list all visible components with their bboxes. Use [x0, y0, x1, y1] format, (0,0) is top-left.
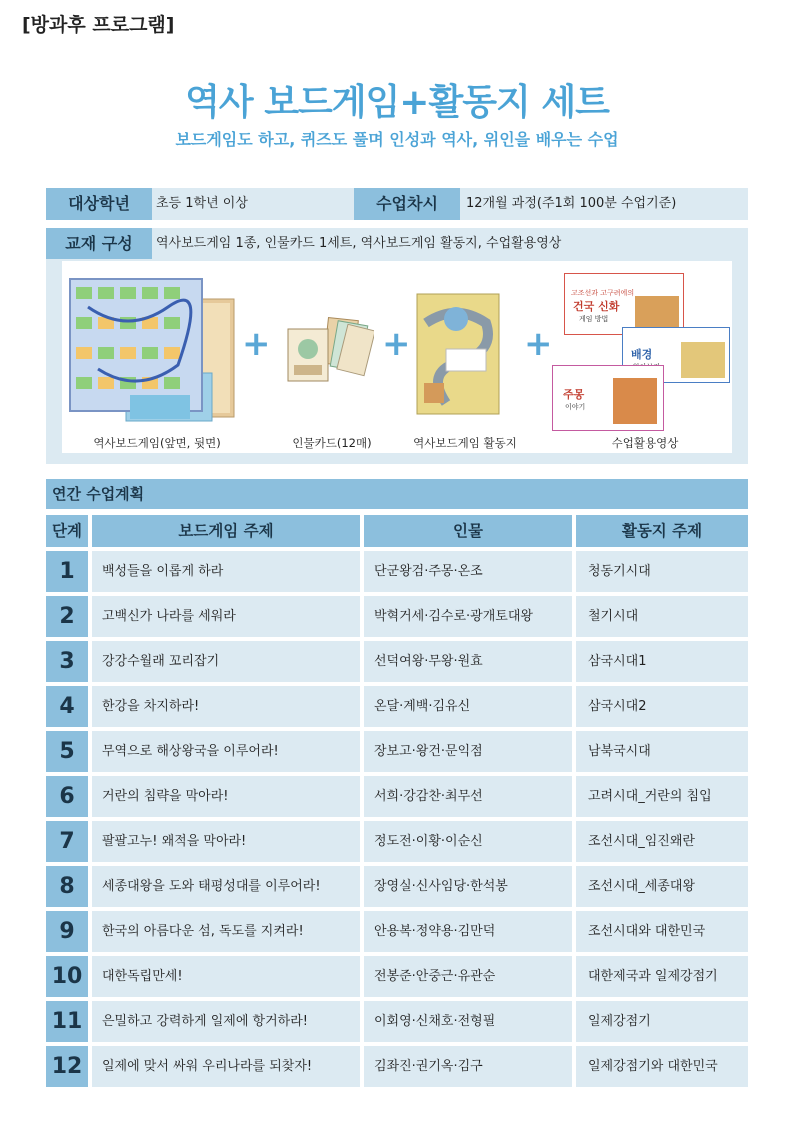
- activity-cell: 조선시대_임진왜란: [576, 821, 748, 862]
- header-topic: 보드게임 주제: [92, 515, 360, 547]
- people-cell: 이회영·신채호·전형필: [364, 1001, 572, 1042]
- activity-cell: 청동기시대: [576, 551, 748, 592]
- video-thumb-1-main: 건국 신화: [573, 300, 620, 313]
- video-thumb-1-sub: 게임 방법: [579, 315, 609, 323]
- step-number: 10: [46, 956, 88, 997]
- page-subtitle: 보드게임도 하고, 퀴즈도 풀며 인성과 역사, 위인을 배우는 수업: [175, 130, 619, 149]
- table-row: [46, 596, 748, 637]
- topic-cell: 강강수월래 꼬리잡기: [92, 641, 360, 682]
- video-thumb-3-sub: 이야기: [565, 403, 586, 411]
- activity-cell: 고려시대_거란의 침입: [576, 776, 748, 817]
- info-row-materials: [46, 228, 748, 260]
- topic-cell: 은밀하고 강력하게 일제에 항거하라!: [92, 1001, 360, 1042]
- table-row: [46, 731, 748, 772]
- topic-cell: 한강을 차지하라!: [92, 686, 360, 727]
- topic-cell: 세종대왕을 도와 태평성대를 이루어라!: [92, 866, 360, 907]
- table-row: [46, 911, 748, 952]
- activity-cell: 대한제국과 일제강점기: [576, 956, 748, 997]
- board-game-image: [68, 277, 236, 423]
- step-number: 4: [46, 686, 88, 727]
- program-tag: [방과후 프로그램]: [22, 14, 175, 36]
- table-row: [46, 1001, 748, 1042]
- video-thumb-2-main: 배경: [631, 348, 653, 361]
- people-cell: 서희·강감찬·최무선: [364, 776, 572, 817]
- activity-cell: 삼국시대2: [576, 686, 748, 727]
- sessions-value: 12개월 과정(주1회 100분 수업기준): [466, 196, 677, 211]
- table-row: [46, 956, 748, 997]
- topic-cell: 고백신가 나라를 세워라: [92, 596, 360, 637]
- step-number: 7: [46, 821, 88, 862]
- people-cell: 안용복·정약용·김만덕: [364, 911, 572, 952]
- materials-label: 교재 구성: [46, 228, 152, 260]
- people-cell: 단군왕검·주몽·온조: [364, 551, 572, 592]
- topic-cell: 일제에 맞서 싸워 우리나라를 되찾자!: [92, 1046, 360, 1087]
- materials-value: 역사보드게임 1종, 인물카드 1세트, 역사보드게임 활동지, 수업활용영상: [156, 236, 562, 251]
- caption-character-cards: 인물카드(12매): [292, 436, 372, 450]
- activity-cell: 조선시대_세종대왕: [576, 866, 748, 907]
- activity-sheet-image: [416, 293, 506, 417]
- caption-video: 수업활용영상: [611, 436, 679, 450]
- character-cards-image: [282, 315, 374, 385]
- table-row: [46, 776, 748, 817]
- plus-2: +: [382, 324, 411, 364]
- topic-cell: 한국의 아름다운 섬, 독도를 지켜라!: [92, 911, 360, 952]
- schedule-heading: 연간 수업계획: [46, 479, 748, 509]
- people-cell: 김좌진·권기옥·김구: [364, 1046, 572, 1087]
- header-activity: 활동지 주제: [576, 515, 748, 547]
- people-cell: 전봉준·안중근·유관순: [364, 956, 572, 997]
- step-number: 1: [46, 551, 88, 592]
- activity-cell: 남북국시대: [576, 731, 748, 772]
- caption-board-game: 역사보드게임(앞면, 뒷면): [93, 436, 221, 450]
- people-cell: 선덕여왕·무왕·원효: [364, 641, 572, 682]
- sessions-label: 수업차시: [354, 188, 460, 220]
- info-row-target: [46, 188, 748, 220]
- step-number: 2: [46, 596, 88, 637]
- materials-images: [62, 261, 732, 453]
- activity-cell: 삼국시대1: [576, 641, 748, 682]
- target-label: 대상학년: [46, 188, 152, 220]
- people-cell: 온달·계백·김유신: [364, 686, 572, 727]
- activity-cell: 일제강점기와 대한민국: [576, 1046, 748, 1087]
- plus-1: +: [242, 324, 271, 364]
- step-number: 9: [46, 911, 88, 952]
- video-thumb-3: [552, 365, 664, 431]
- step-number: 5: [46, 731, 88, 772]
- header-people: 인물: [364, 515, 572, 547]
- people-cell: 정도전·이황·이순신: [364, 821, 572, 862]
- activity-cell: 철기시대: [576, 596, 748, 637]
- table-row: [46, 821, 748, 862]
- table-row: [46, 866, 748, 907]
- materials-panel: [46, 259, 748, 464]
- people-cell: 박혁거세·김수로·광개토대왕: [364, 596, 572, 637]
- activity-cell: 일제강점기: [576, 1001, 748, 1042]
- activity-cell: 조선시대와 대한민국: [576, 911, 748, 952]
- caption-activity-sheet: 역사보드게임 활동지: [413, 436, 517, 450]
- step-number: 6: [46, 776, 88, 817]
- plus-3: +: [524, 324, 553, 364]
- table-row: [46, 641, 748, 682]
- video-thumb-1: [564, 273, 684, 335]
- topic-cell: 무역으로 해상왕국을 이루어라!: [92, 731, 360, 772]
- step-number: 8: [46, 866, 88, 907]
- target-value: 초등 1학년 이상: [156, 196, 248, 211]
- video-thumb-3-main: 주몽: [563, 388, 585, 401]
- table-row: [46, 1046, 748, 1087]
- topic-cell: 대한독립만세!: [92, 956, 360, 997]
- video-thumb-1-title: 고조선과 고구려에의: [571, 289, 635, 297]
- table-row: [46, 686, 748, 727]
- topic-cell: 팔팔고누! 왜적을 막아라!: [92, 821, 360, 862]
- topic-cell: 백성들을 이롭게 하라: [92, 551, 360, 592]
- topic-cell: 거란의 침략을 막아라!: [92, 776, 360, 817]
- step-number: 3: [46, 641, 88, 682]
- table-row: [46, 551, 748, 592]
- page-title: 역사 보드게임+활동지 세트: [185, 82, 609, 123]
- header-step: 단계: [46, 515, 88, 547]
- people-cell: 장영실·신사임당·한석봉: [364, 866, 572, 907]
- people-cell: 장보고·왕건·문익점: [364, 731, 572, 772]
- step-number: 11: [46, 1001, 88, 1042]
- step-number: 12: [46, 1046, 88, 1087]
